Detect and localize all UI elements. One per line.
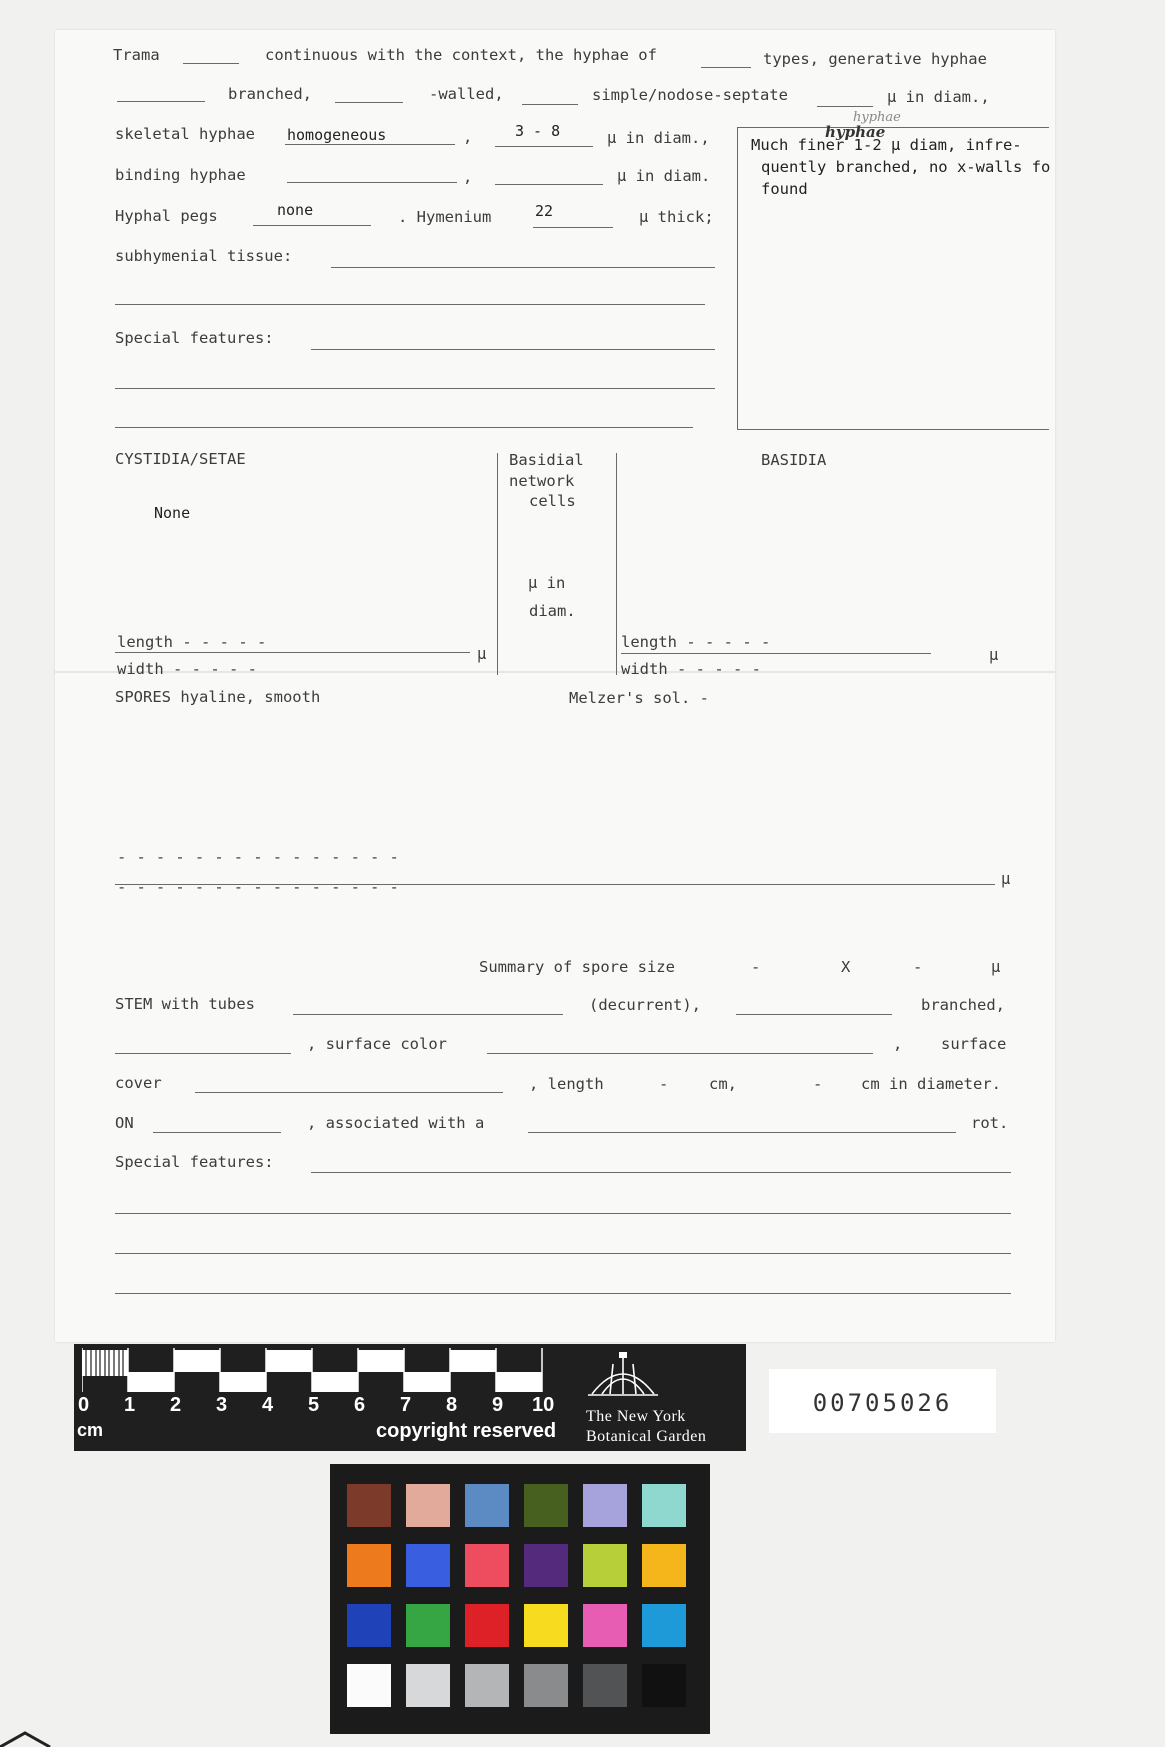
- stem-decurrent: (decurrent),: [589, 996, 701, 1014]
- spores-label: SPORES hyaline, smooth: [115, 688, 321, 706]
- skeletal-blank-1[interactable]: [285, 144, 455, 145]
- stem-associated: , associated with a: [307, 1114, 485, 1132]
- pegs-value: none: [277, 201, 314, 219]
- color-patch: [583, 1604, 627, 1647]
- stem-diam-dash: -: [813, 1075, 823, 1093]
- stem-on: ON: [115, 1114, 134, 1132]
- ruler-copyright: copyright reserved: [376, 1420, 557, 1442]
- walled-text: -walled,: [429, 85, 504, 103]
- cystidia-width: width - - - - -: [117, 660, 257, 678]
- ruler-number-10: 10: [532, 1394, 555, 1416]
- pegs-label: Hyphal pegs: [115, 207, 218, 225]
- spore-summary-dash-1: -: [751, 958, 761, 976]
- ruler-number-3: 3: [216, 1394, 228, 1416]
- color-patch: [465, 1544, 509, 1587]
- stem-branched-blank[interactable]: [736, 1014, 892, 1015]
- binding-blank-2[interactable]: [495, 184, 603, 185]
- spore-row-1: - - - - - - - - - - - - - - -: [117, 848, 400, 866]
- cystidia-length-line[interactable]: [115, 652, 470, 653]
- stem-rot-blank[interactable]: [528, 1132, 956, 1133]
- form-sheet: [55, 30, 1055, 1342]
- corner-triangle-icon: [0, 1727, 60, 1747]
- stem-cm-diameter: cm in diameter.: [861, 1075, 1001, 1093]
- spore-summary-label: Summary of spore size: [479, 958, 675, 976]
- notes-box-top: [737, 127, 1049, 128]
- color-patch: [583, 1544, 627, 1587]
- notes-box-left: [737, 127, 738, 429]
- spore-summary-mu: μ: [991, 958, 1001, 976]
- hymenium-value: 22: [535, 202, 554, 220]
- color-patch: [583, 1484, 627, 1527]
- generative-blank-3[interactable]: [522, 104, 578, 105]
- stem-surface: surface: [941, 1035, 1007, 1053]
- binding-label: binding hyphae: [115, 166, 246, 184]
- notes-line-3: found: [761, 180, 808, 198]
- generative-diam-text: μ in diam.,: [887, 88, 990, 106]
- notes-handwritten-annotation: hyphae: [853, 110, 901, 125]
- basidial-line-2: network: [509, 472, 575, 490]
- color-patch: [642, 1544, 686, 1587]
- ruler-number-5: 5: [308, 1394, 320, 1416]
- binding-blank-1[interactable]: [287, 182, 457, 183]
- stem-special-blank-1[interactable]: [311, 1172, 1011, 1173]
- hymenium-thick-text: μ thick;: [639, 208, 714, 226]
- conservatory-logo-icon: [586, 1352, 660, 1400]
- stem-on-blank[interactable]: [153, 1132, 281, 1133]
- ruler-number-1: 1: [124, 1394, 136, 1416]
- subhymenial-blank-1[interactable]: [331, 267, 715, 268]
- basidia-length-line[interactable]: [621, 653, 931, 654]
- stem-surface-color: , surface color: [307, 1035, 447, 1053]
- special-features-label: Special features:: [115, 329, 274, 347]
- basidial-divider-left: [497, 453, 498, 675]
- stem-length: , length: [529, 1075, 604, 1093]
- basidia-mu: μ: [989, 646, 999, 664]
- trama-context-text: continuous with the context, the hyphae of: [265, 46, 657, 64]
- ruler-number-8: 8: [446, 1394, 458, 1416]
- barcode-label: [769, 1369, 996, 1433]
- color-patch: [406, 1664, 450, 1707]
- cystidia-mu: μ: [477, 645, 487, 663]
- stem-length-dash: -: [659, 1075, 669, 1093]
- ruler-scale-bar: [82, 1348, 562, 1392]
- skeletal-comma: ,: [463, 128, 473, 146]
- basidial-mu-in: μ in: [528, 574, 566, 592]
- color-patch: [642, 1664, 686, 1707]
- cystidia-value: None: [154, 504, 191, 522]
- subhymenial-blank-2[interactable]: [115, 304, 705, 305]
- color-patch: [642, 1484, 686, 1527]
- skeletal-blank-2[interactable]: [495, 146, 593, 147]
- stem-blank-2[interactable]: [115, 1053, 291, 1054]
- barcode-number: 00705026: [812, 1389, 953, 1417]
- ruler-number-7: 7: [400, 1394, 412, 1416]
- cystidia-label: CYSTIDIA/SETAE: [115, 450, 246, 468]
- ruler-org-line-2: Botanical Garden: [586, 1428, 707, 1445]
- hymenium-label: . Hymenium: [398, 208, 492, 226]
- septate-text: simple/nodose-septate: [592, 86, 788, 104]
- stem-cover-blank[interactable]: [195, 1092, 503, 1093]
- color-patch: [347, 1664, 391, 1707]
- spore-row-2: - - - - - - - - - - - - - - -: [117, 878, 400, 896]
- branched-text: branched,: [228, 85, 312, 103]
- stem-branched: branched,: [921, 996, 1005, 1014]
- color-patch: [524, 1604, 568, 1647]
- stem-cover: cover: [115, 1074, 162, 1092]
- trama-blank[interactable]: [183, 63, 239, 64]
- ruler-number-2: 2: [170, 1394, 182, 1416]
- cystidia-length: length - - - - -: [117, 633, 267, 651]
- stem-tubes-blank[interactable]: [293, 1014, 563, 1015]
- stem-special-features-label: Special features:: [115, 1153, 274, 1171]
- spore-summary-dash-2: -: [913, 958, 923, 976]
- basidial-diam: diam.: [529, 602, 576, 620]
- special-features-blank-2[interactable]: [115, 388, 715, 389]
- generative-blank-1[interactable]: [117, 101, 205, 102]
- color-patch: [524, 1664, 568, 1707]
- color-patch: [465, 1604, 509, 1647]
- notes-line-2: quently branched, no x-walls fo: [761, 158, 1051, 176]
- ruler-number-9: 9: [492, 1394, 504, 1416]
- ruler-unit: cm: [77, 1420, 104, 1440]
- generative-blank-2[interactable]: [335, 102, 403, 103]
- skeletal-value-1: homogeneous: [287, 126, 387, 144]
- hymenium-blank[interactable]: [533, 227, 613, 228]
- skeletal-value-2: 3 - 8: [515, 122, 561, 140]
- color-patch: [642, 1604, 686, 1647]
- ruler-number-4: 4: [262, 1394, 274, 1416]
- types-generative-text: types, generative hyphae: [763, 50, 987, 68]
- stem-rot: rot.: [971, 1114, 1009, 1132]
- binding-diam-text: μ in diam.: [617, 167, 711, 185]
- spore-mu: μ: [1001, 870, 1011, 888]
- notes-box-bottom: [737, 429, 1049, 430]
- pegs-blank[interactable]: [253, 225, 371, 226]
- color-patch: [406, 1604, 450, 1647]
- notes-line-1: Much finer 1-2 μ diam, infre-: [751, 136, 1022, 154]
- color-patch: [465, 1484, 509, 1527]
- basidia-length: length - - - - -: [621, 633, 771, 651]
- color-patch: [524, 1484, 568, 1527]
- color-patch: [465, 1664, 509, 1707]
- stem-label: STEM with tubes: [115, 995, 255, 1013]
- color-patch: [347, 1484, 391, 1527]
- color-calibration-card: [330, 1464, 710, 1734]
- color-patch: [583, 1664, 627, 1707]
- color-patch: [406, 1484, 450, 1527]
- color-patch: [347, 1604, 391, 1647]
- basidial-line-1: Basidial: [509, 451, 584, 469]
- stem-cm: cm,: [709, 1075, 737, 1093]
- basidial-line-3: cells: [529, 492, 576, 510]
- hyphae-types-blank[interactable]: [701, 67, 751, 68]
- basidia-label: BASIDIA: [761, 451, 827, 469]
- special-features-blank-1[interactable]: [311, 349, 715, 350]
- ruler-number-6: 6: [354, 1394, 366, 1416]
- stem-special-blank-3[interactable]: [115, 1253, 1011, 1254]
- stem-comma: ,: [893, 1035, 903, 1053]
- melzer-text: Melzer's sol. -: [569, 689, 709, 707]
- stem-surface-color-blank[interactable]: [487, 1053, 873, 1054]
- color-patch: [347, 1544, 391, 1587]
- subhymenial-label: subhymenial tissue:: [115, 247, 293, 265]
- skeletal-label: skeletal hyphae: [115, 125, 255, 143]
- skeletal-diam-text: μ in diam.,: [607, 129, 710, 147]
- ruler-number-0: 0: [78, 1394, 90, 1416]
- ruler-org-line-1: The New York: [586, 1408, 686, 1425]
- color-patch: [406, 1544, 450, 1587]
- spore-summary-x: X: [841, 958, 851, 976]
- basidial-divider-right: [616, 453, 617, 675]
- stem-special-blank-2[interactable]: [115, 1213, 1011, 1214]
- color-patch: [524, 1544, 568, 1587]
- scale-ruler: [74, 1344, 746, 1451]
- stem-special-blank-4[interactable]: [115, 1293, 1011, 1294]
- special-features-blank-3[interactable]: [115, 427, 693, 428]
- binding-comma: ,: [463, 168, 473, 186]
- generative-diam-blank[interactable]: [817, 106, 873, 107]
- trama-label: Trama: [113, 46, 160, 64]
- notes-inserted-word: hyphae: [825, 123, 886, 141]
- basidia-width: width - - - - -: [621, 660, 761, 678]
